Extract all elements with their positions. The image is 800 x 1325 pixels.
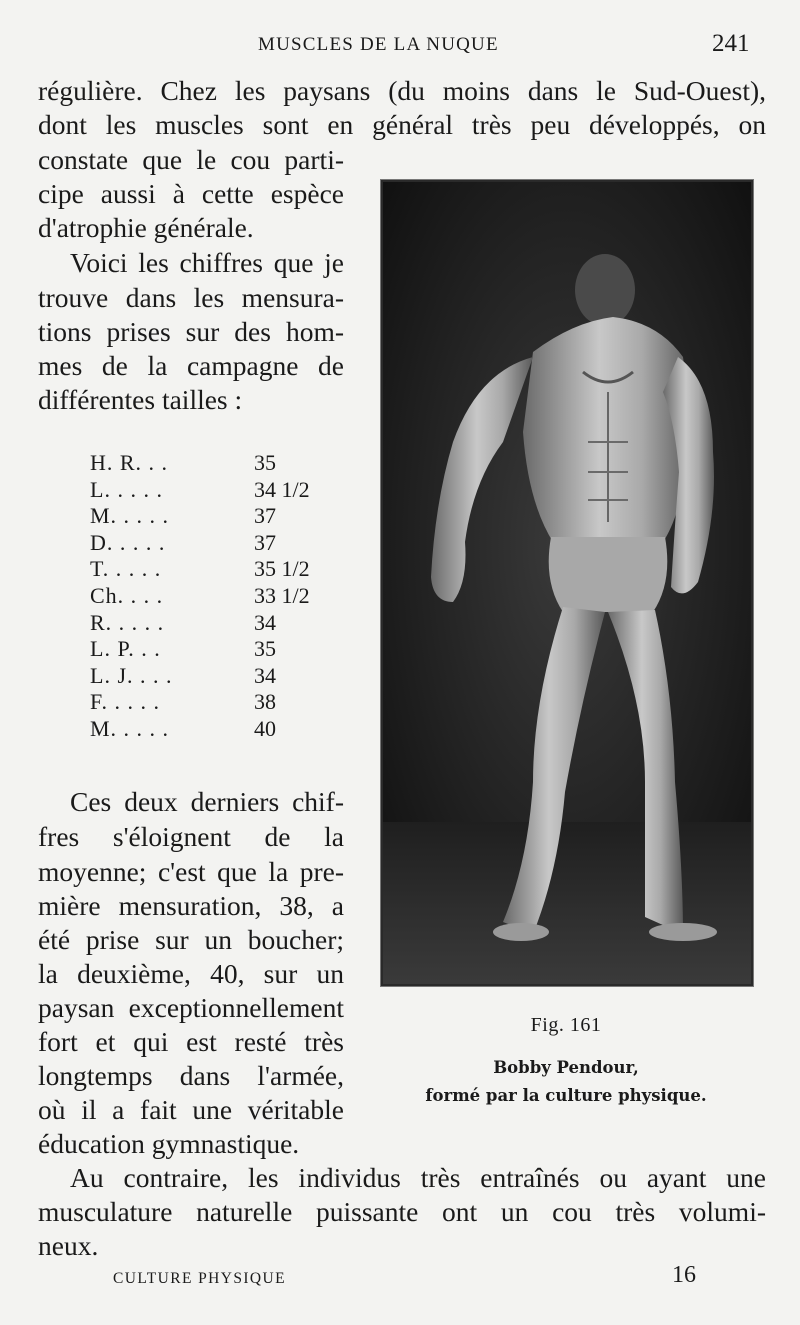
page-number: 241: [712, 30, 750, 57]
text-line: tions prises sur des hom-: [38, 316, 344, 347]
measurement-name: L. . . . .: [90, 476, 163, 502]
measurement-value: 33 1/2: [254, 582, 310, 608]
measurement-row: [90, 689, 370, 716]
measurement-name: L. J. . . .: [90, 662, 173, 688]
text-line: d'atrophie générale.: [38, 212, 254, 243]
measurement-name: R. . . . .: [90, 609, 165, 635]
text-line: Au contraire, les individus très entraînés ou ayant une: [70, 1162, 766, 1193]
text-line: paysan exceptionnellement: [38, 992, 344, 1023]
bodybuilder-photo: [383, 182, 751, 984]
measurement-name: L. P. . .: [90, 636, 161, 662]
text-line: dont les muscles sont en général très peu développés, on: [38, 109, 766, 140]
measurement-name: T. . . . .: [90, 556, 162, 582]
text-line: fort et qui est resté très: [38, 1026, 344, 1057]
text-line: neux.: [38, 1230, 99, 1261]
figure-caption-name: Bobby Pendour,: [493, 1058, 639, 1077]
measurement-row: [90, 716, 370, 743]
text-line: la deuxième, 40, sur un: [38, 958, 344, 989]
measurement-value: 34: [254, 609, 276, 635]
text-line: où il a fait une véritable: [38, 1094, 344, 1125]
text-line: régulière. Chez les paysans (du moins dans le Sud-Ouest),: [38, 75, 766, 106]
measurement-value: 40: [254, 715, 276, 741]
measurement-value: 37: [254, 503, 276, 529]
measurement-row: [90, 503, 370, 530]
measurement-name: H. R. . .: [90, 450, 169, 475]
measurement-row: [90, 450, 370, 477]
figure-photo: [381, 180, 753, 986]
text-line: fres s'éloignent de la: [38, 821, 344, 852]
measurement-value: 35: [254, 450, 276, 475]
measurement-row: [90, 556, 370, 583]
measurements-table: [90, 450, 370, 743]
measurement-row: [90, 530, 370, 557]
measurement-name: D. . . . .: [90, 529, 166, 555]
figure-label: Fig. 161: [530, 1014, 602, 1036]
measurement-name: Ch. . . .: [90, 582, 164, 608]
footer-signature: CULTURE PHYSIQUE: [113, 1270, 286, 1287]
measurement-row: [90, 477, 370, 504]
text-line: mière mensuration, 38, a: [38, 890, 344, 921]
text-line: été prise sur un boucher;: [38, 924, 344, 955]
signature-number: 16: [672, 1262, 696, 1288]
measurement-row: [90, 610, 370, 637]
measurement-value: 34: [254, 662, 276, 688]
measurement-value: 35 1/2: [254, 556, 310, 582]
measurement-row: [90, 583, 370, 610]
text-line: musculature naturelle puissante ont un cou très volumi-: [38, 1196, 766, 1227]
measurement-value: 34 1/2: [254, 476, 310, 502]
text-line: trouve dans les mensura-: [38, 282, 344, 313]
measurement-value: 38: [254, 689, 276, 715]
text-line: mes de la campagne de: [38, 350, 344, 381]
text-line: moyenne; c'est que la pre-: [38, 856, 344, 887]
measurement-row: [90, 663, 370, 690]
text-line: constate que le cou parti-: [38, 144, 344, 175]
measurement-name: M. . . . .: [90, 715, 170, 741]
text-line: cipe aussi à cette espèce: [38, 178, 344, 209]
text-line: éducation gymnastique.: [38, 1128, 300, 1159]
running-header: [0, 30, 800, 62]
measurement-value: 37: [254, 529, 276, 555]
text-line: Voici les chiffres que je: [70, 247, 344, 278]
measurement-name: M. . . . .: [90, 503, 170, 529]
measurement-value: 35: [254, 636, 276, 662]
text-line: Ces deux derniers chif-: [70, 786, 344, 817]
text-line: différentes tailles :: [38, 384, 243, 415]
text-line: longtemps dans l'armée,: [38, 1060, 344, 1091]
measurement-row: [90, 636, 370, 663]
measurement-name: F. . . . .: [90, 689, 160, 715]
running-title: MUSCLES DE LA NUQUE: [258, 34, 499, 55]
figure-caption-description: formé par la culture physique.: [425, 1086, 707, 1105]
